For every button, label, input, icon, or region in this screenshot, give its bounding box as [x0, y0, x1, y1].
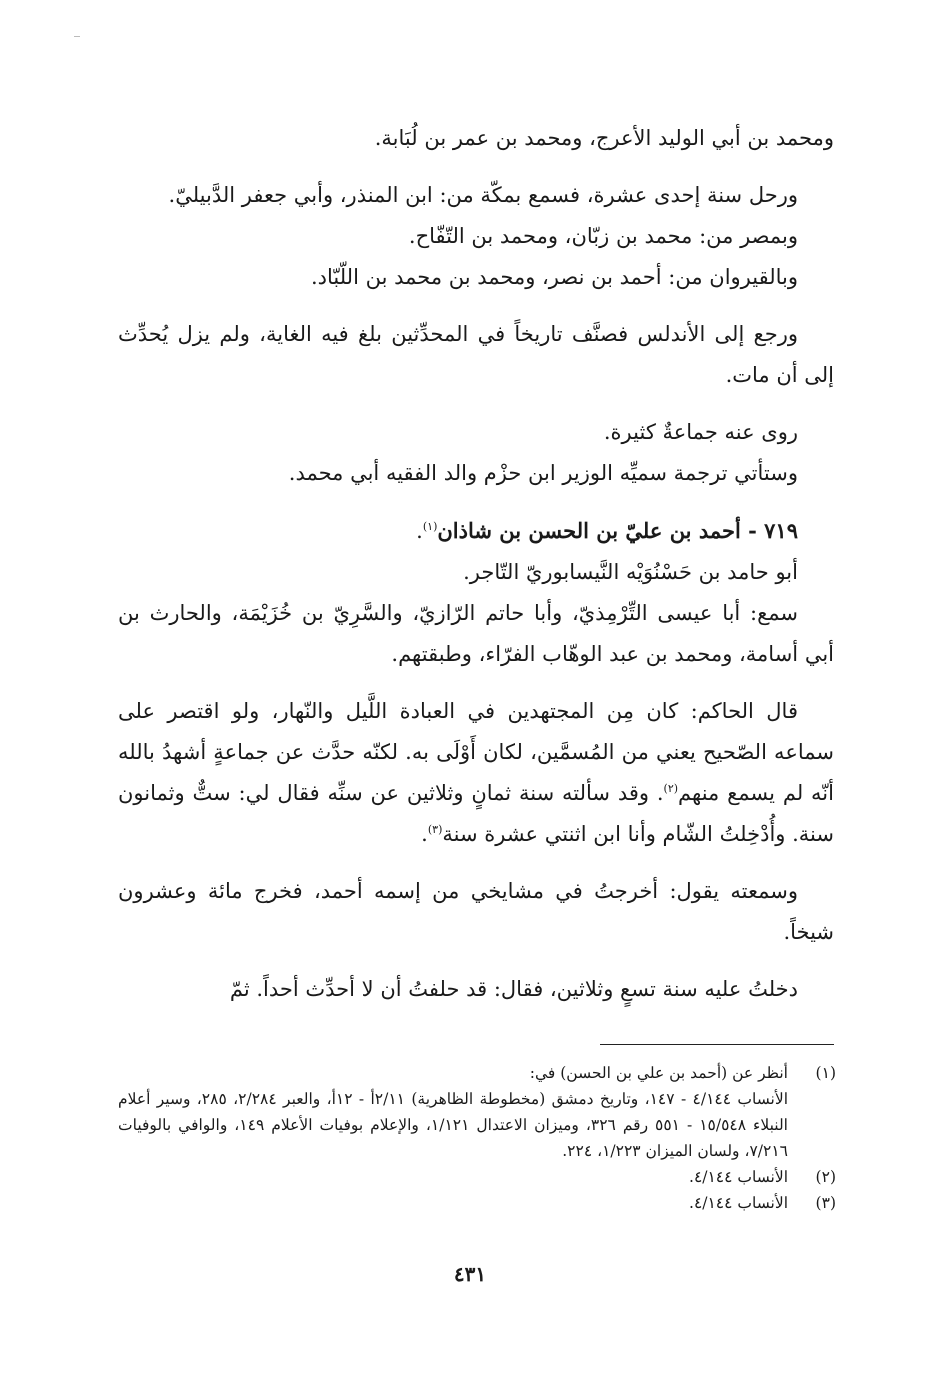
- footnote-number: (١): [815, 1064, 836, 1082]
- footnote-body: [118, 1190, 788, 1216]
- page-number: ٤٣١: [453, 1262, 487, 1286]
- hakim-text: قال الحاكم: كان مِن المجتهدين في العبادة اللَّيل والنّهار، ولو اقتصر على سماعه الصّحيح يعني من المُسمَّين، لكان أَوْلَى به. لكنّه حدَّث عن جماعةٍ أشهدُ بالله أنّه لم يسمع منهم: [118, 699, 834, 805]
- footnote-body: [118, 1164, 788, 1190]
- footnote-ref: (٢): [663, 782, 679, 795]
- hakim-text-end: .: [421, 822, 428, 846]
- footnotes: [118, 1060, 836, 1216]
- text-paragraph: ورجع إلى الأندلس فصنَّف تاريخاً في المحدِّثين بلغ فيه الغاية، ولم يزل يُحدِّث إلى أن مات.: [118, 322, 834, 387]
- entry-heading-end: .: [416, 519, 423, 543]
- footnote-divider: [600, 1044, 834, 1045]
- footnote: [118, 1190, 836, 1216]
- text-line: روى عنه جماعةٌ كثيرة.: [603, 420, 798, 444]
- footnote: [118, 1060, 836, 1164]
- scan-mark: [74, 36, 80, 37]
- text-paragraph: ورحل سنة إحدى عشرة، فسمع بمكّة من: ابن المنذر، وأبي جعفر الدَّبيليّ.: [168, 183, 798, 207]
- entry-kunya: أبو حامد بن حَسْنُوَيْه النَّيسابوريّ التّاجر.: [463, 560, 798, 584]
- footnote-ref: (١): [422, 520, 438, 533]
- text-paragraph: دخلتُ عليه سنة تسعٍ وثلاثين، فقال: قد حلفتُ أن لا أحدِّث أحداً. ثمّ: [229, 977, 798, 1001]
- text-line: وستأتي ترجمة سميِّه الوزير ابن حزْم والد الفقيه أبي محمد.: [288, 461, 798, 485]
- text-paragraph: وسمعته يقول: أخرجتُ في مشايخي من إسمه أحمد، فخرج مائة وعشرون شيخاً.: [118, 879, 834, 944]
- entry-heading: ٧١٩ - أحمد بن عليّ بن الحسن بن شاذان: [437, 518, 798, 543]
- footnote-ref: (٣): [427, 823, 443, 836]
- footnote-line: الأنساب ٤/١٤٤ - ١٤٧، وتاريخ دمشق (مخطوطة الظاهرية) ٢/١١أ - ١٢أ، والعبر ٢/٢٨٤، ٢٨٥، وسير أعلام النبلاء ١٥/٥٤٨ - ٥٥١ رقم ٣٢٦، وميزان الاعتدال ١/١٢١، والإعلام بوفيات الأعلام ١٤٩، والوافي بالوفيات ٧/٢١٦، ولسان الميزان ١/٢٢٣، ٢٢٤.: [118, 1090, 789, 1160]
- footnote-line: الأنساب ٤/١٤٤.: [689, 1194, 788, 1212]
- footnote-number: (٣): [815, 1194, 836, 1212]
- hakim-text: . وقد سألته سنة ثمانٍ وثلاثين عن سنِّه فقال لي: ستٌّ وثمانون سنة. وأُدْخِلتُ الشّام وأنا ابن اثنتي عشرة سنة: [118, 781, 834, 846]
- footnote-body: [118, 1060, 788, 1164]
- main-text: [118, 118, 834, 1010]
- footnote-number: (٢): [815, 1168, 836, 1186]
- text-line: وبمصر من: محمد بن زبّان، ومحمد بن التّفّاح.: [408, 224, 798, 248]
- entry-teachers: سمع: أبا عيسى التِّرْمِذيّ، وأبا حاتم الرّازيّ، والسَّرِيّ بن خُزَيْمَة، والحارث بن أبي أسامة، ومحمد بن عبد الوهّاب الفرّاء، وطبقتهم.: [118, 601, 834, 666]
- hakim-paragraph: [118, 691, 834, 855]
- footnote-line: الأنساب ٤/١٤٤.: [689, 1168, 788, 1186]
- footnote: [118, 1164, 836, 1190]
- entry-heading-line: [118, 510, 834, 552]
- text-line: وبالقيروان من: أحمد بن نصر، ومحمد بن محمد بن اللّبّاد.: [310, 265, 798, 289]
- footnote-line: أنظر عن (أحمد بن علي بن الحسن) في:: [529, 1064, 788, 1082]
- text-line: ومحمد بن أبي الوليد الأعرج، ومحمد بن عمر بن لُبَابة.: [374, 126, 834, 150]
